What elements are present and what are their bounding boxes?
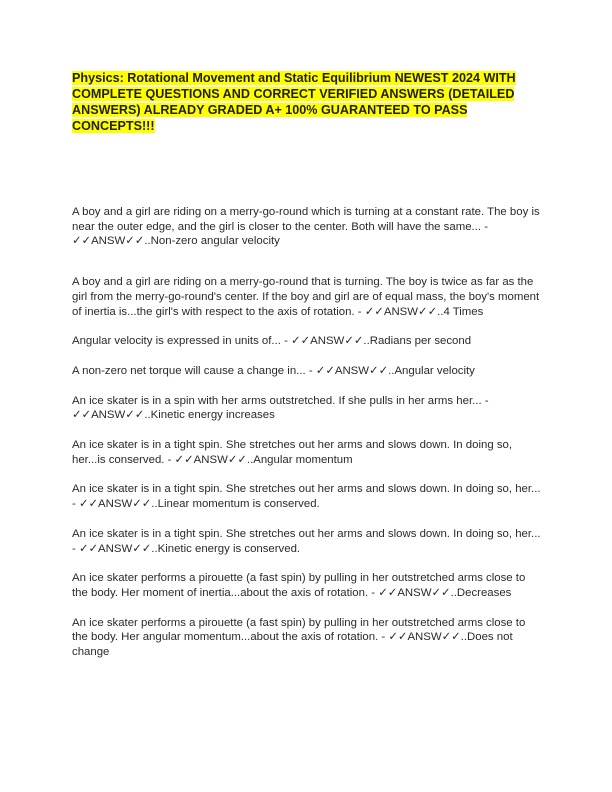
qa-item-1: A boy and a girl are riding on a merry-go-round which is turning at a constant rate. The boy is near the outer edge, and the girl is closer to the center. Both will have the same... - ✓✓ANSW✓✓..Non-zero angular velocity (72, 206, 540, 248)
qa-item-2: A boy and a girl are riding on a merry-go-round that is turning. The boy is twice as far as the girl from the merry-go-round's center. If the boy and girl are of equal mass, the boy's moment of inertia is...the girl's with respect to the axis of rotation. - ✓✓ANSW✓✓..4 Times (72, 276, 540, 318)
qa-list (72, 205, 544, 660)
qa-item-8: An ice skater is in a tight spin. She stretches out her arms and slows down. In doing so, her... - ✓✓ANSW✓✓..Kinetic energy is conserved. (72, 527, 541, 555)
qa-item-7: An ice skater is in a tight spin. She stretches out her arms and slows down. In doing so, her... - ✓✓ANSW✓✓..Linear momentum is conserved. (72, 483, 541, 511)
document-title-text: Physics: Rotational Movement and Static Equilibrium NEWEST 2024 WITH COMPLETE QUESTIONS AND CORRECT VERIFIED ANSWERS (DETAILED ANSWERS) ALREADY GRADED A+ 100% GUARANTEED TO PASS CONCEPTS!!! (72, 71, 516, 133)
qa-item-6: An ice skater is in a tight spin. She stretches out her arms and slows down. In doing so, her...is conserved. - ✓✓ANSW✓✓..Angular momentum (72, 439, 513, 466)
qa-item-4: A non-zero net torque will cause a change in... - ✓✓ANSW✓✓..Angular velocity (72, 364, 475, 377)
document-header (72, 70, 546, 134)
qa-item-5: An ice skater is in a spin with her arms outstretched. If she pulls in her arms her... - ✓✓ANSW✓✓..Kinetic energy increases (72, 394, 489, 422)
qa-item-3: Angular velocity is expressed in units of... - ✓✓ANSW✓✓..Radians per second (72, 335, 472, 348)
qa-item-9: An ice skater performs a pirouette (a fast spin) by pulling in her outstretched arms close to the body. Her moment of inertia...about the axis of rotation. - ✓✓ANSW✓✓..Decreases (72, 572, 526, 599)
document-title (72, 70, 546, 134)
qa-item-10: An ice skater performs a pirouette (a fast spin) by pulling in her outstretched arms close to the body. Her angular momentum...about the axis of rotation. - ✓✓ANSW✓✓..Does not change (72, 616, 526, 659)
